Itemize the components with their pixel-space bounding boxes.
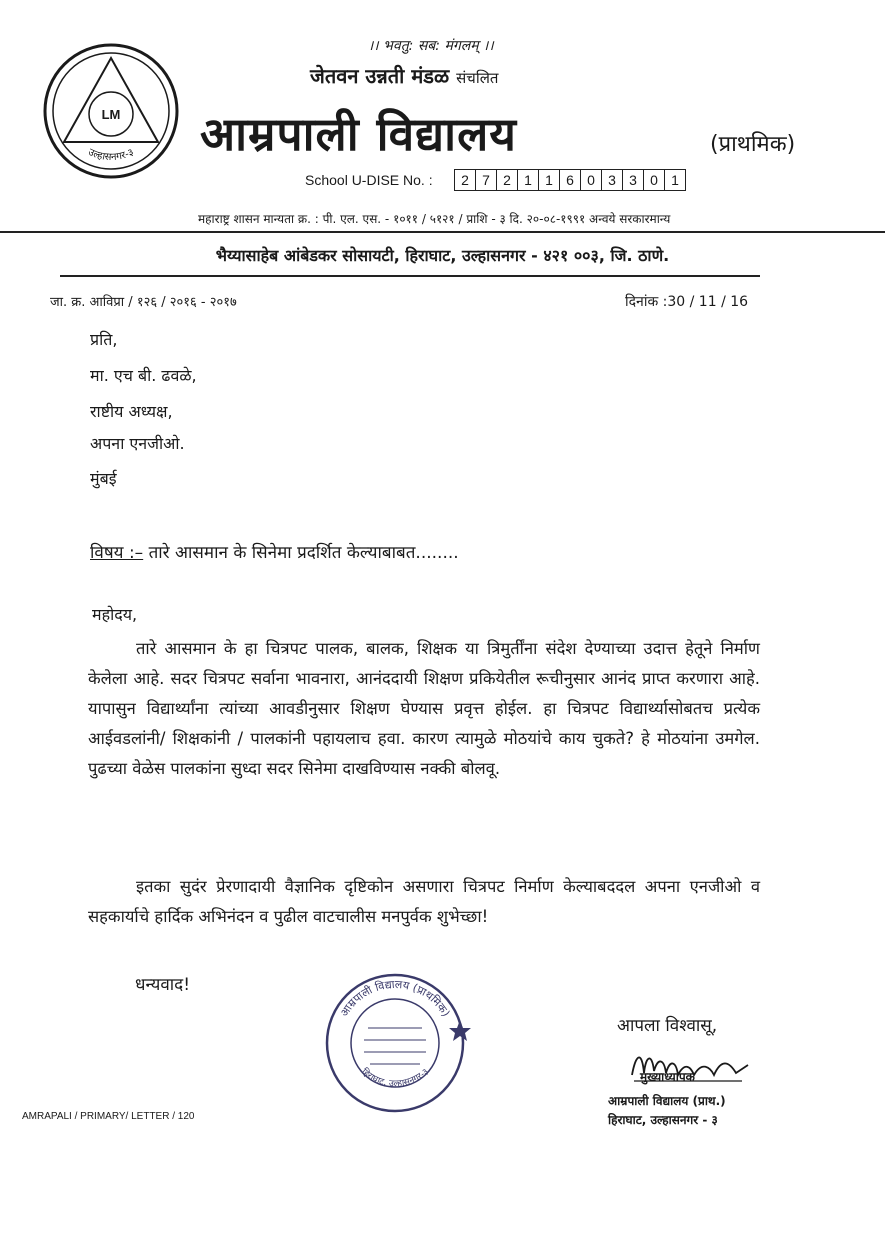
udise-label: School U-DISE No. : — [305, 172, 433, 188]
udise-digit: 2 — [454, 169, 476, 191]
subject-label: विषय :– — [90, 543, 144, 563]
address-divider — [60, 275, 760, 277]
recipient-line: प्रति, — [90, 330, 118, 349]
school-stamp — [318, 968, 473, 1122]
footer-code: AMRAPALI / PRIMARY/ LETTER / 120 — [22, 1111, 195, 1122]
svg-text:उल्हासनगर-३ — [86, 147, 135, 163]
recipient-line: मा. एच बी. ढवळे, — [90, 366, 197, 385]
salutation: महोदय, — [92, 605, 138, 624]
trust-name-text: जेतवन उन्नती मंडळ — [310, 64, 450, 88]
school-address: भैय्यासाहेब आंबेडकर सोसायटी, हिराघाट, उल्हासनगर - ४२१ ००३, जि. ठाणे. — [215, 246, 670, 265]
udise-digit: 2 — [496, 169, 518, 191]
udise-number — [455, 169, 686, 191]
subject-text: तारे आसमान के सिनेमा प्रदर्शित केल्याबाबत........ — [148, 543, 459, 563]
stamp-outer-text: आम्रपाली विद्यालय (प्राथमिक) — [337, 977, 453, 1019]
stamp-bottom-text: हिराघाट, उल्हासनगर-३ — [359, 1067, 431, 1090]
udise-digit: 7 — [475, 169, 497, 191]
school-name: आम्रपाली विद्यालय — [200, 107, 517, 161]
letter-date: दिनांक :30 / 11 / 16 — [625, 294, 749, 310]
subject-line — [90, 540, 459, 563]
body-paragraph-1: तारे आसमान के हा चित्रपट पालक, बालक, शिक्षक या त्रिमुर्तींना संदेश देण्याच्या उदात्त हेतूने निर्माण केलेला आहे. सदर चित्रपट सर्वाना भावनारा, आनंददायी शिक्षण प्रकियेतील रूचीनुसार आनंद प्राप्त करणारा आहे. यापासुन विद्यार्थ्यांना त्यांच्या आवडीनुसार शिक्षण घेण्यास प्रवृत्त होईल. हा चित्रपट विद्यार्थ्यासोबतच प्रत्येक आईवडलांनी/ शिक्षकांनी / पालकांनी पहायलाच हवा. कारण त्यामुळे मोठयांचे काय चुकते? हे मोठयांना उमगेल. पुढच्या वेळेस पालकांना सुध्दा सदर सिनेमा दाखविण्यास नक्की बोलवू. — [88, 639, 760, 778]
udise-digit: 0 — [580, 169, 602, 191]
school-logo — [42, 42, 180, 184]
svg-text:हिराघाट, उल्हासनगर-३ — [359, 1066, 431, 1090]
udise-digit: 3 — [622, 169, 644, 191]
school-level: (प्राथमिक) — [710, 132, 796, 157]
udise-digit: 0 — [643, 169, 665, 191]
recipient-line: मुंबई — [90, 469, 117, 488]
trust-suffix: संचलित — [456, 69, 499, 87]
udise-digit: 1 — [517, 169, 539, 191]
trust-name — [310, 62, 498, 89]
recipient-line: राष्टीय अध्यक्ष, — [90, 402, 173, 421]
designation: मुख्याध्यापक — [640, 1070, 695, 1084]
closing: आपला विश्वासू, — [617, 1016, 718, 1036]
recognition-line: महाराष्ट्र शासन मान्यता क्र. : पी. एल. एस. - १०११ / ५१२१ / प्राशि - ३ दि. २०-०८-१९९१ अन्वये सरकारमान्य — [198, 212, 671, 226]
signoff-place: हिराघाट, उल्हासनगर - ३ — [608, 1113, 718, 1127]
signoff-school: आम्रपाली विद्यालय (प्राथ.) — [608, 1094, 726, 1108]
udise-digit: 6 — [559, 169, 581, 191]
header-divider — [0, 231, 885, 233]
logo-ring-text: उल्हासनगर-३ — [86, 146, 136, 164]
logo-center-text: LM — [101, 107, 121, 122]
motto: ।। भवतु: सब: मंगलम् ।। — [368, 38, 494, 54]
body-paragraph-2: इतका सुदंर प्रेरणादायी वैज्ञानिक दृष्टिकोन असणारा चित्रपट निर्माण केल्याबददल अपना एनजीओ व सहकार्याचे हार्दिक अभिनंदन व पुढील वाटचालीस मनपुर्वक शुभेच्छा! — [88, 877, 760, 926]
udise-digit: 1 — [538, 169, 560, 191]
thanks: धन्यवाद! — [135, 975, 191, 995]
reference-number: जा. क्र. आविप्रा / १२६ / २०१६ - २०१७ — [50, 295, 237, 310]
recipient-line: अपना एनजीओ. — [90, 434, 185, 453]
udise-digit: 3 — [601, 169, 623, 191]
udise-digit: 1 — [664, 169, 686, 191]
